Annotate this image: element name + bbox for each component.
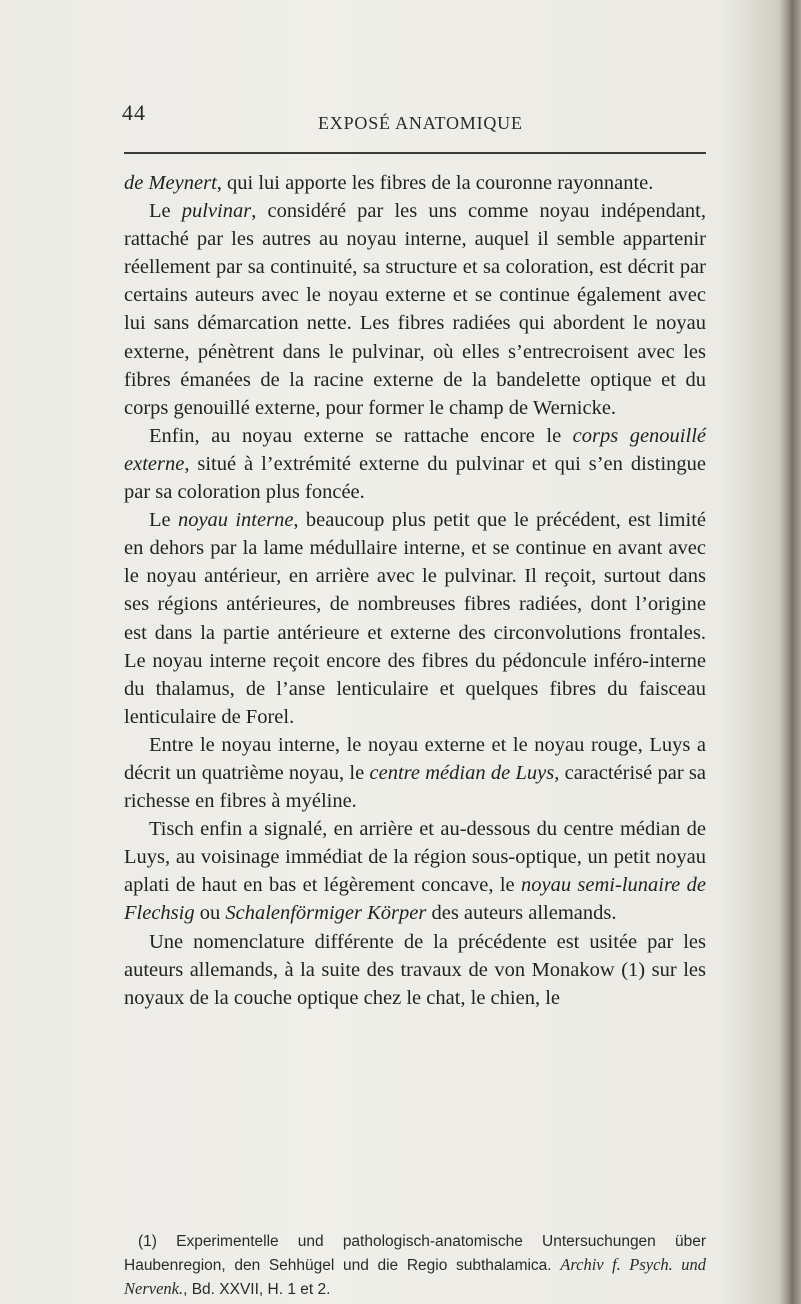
text-run: Le (149, 200, 182, 223)
text-run: , caractérisé par sa richesse en fibres à myéline. (124, 761, 707, 813)
text-run: Enfin, au noyau externe se rattache encore le (149, 424, 573, 447)
footnote-1 (124, 1230, 706, 1301)
text-run: , considéré par les uns comme noyau indépendant, rattaché par les autres au noyau interne, auquel il semble appartenir réellement par sa continuité, sa structure et sa coloration, est décrit par certains auteurs avec le noyau externe et se continue également avec lui sans démarcation nette. Les fibres radiées qui abordent le noyau externe, pénètrent dans le pulvinar, où elles s’entrecroisent avec les fibres émanées de la racine externe de la bandelette optique et du corps genouillé externe, pour former le champ de Wernicke. (124, 200, 706, 419)
body-text (124, 169, 706, 1012)
paragraph-3 (124, 422, 706, 506)
italic-text: Archiv f. Psych. und Nervenk. (124, 1255, 706, 1298)
text-run: Le (149, 509, 178, 532)
italic-text: centre médian de Luys (369, 761, 555, 784)
paragraph-7 (124, 928, 706, 1012)
paragraph-2 (124, 197, 706, 422)
italic-text: corps genouillé externe (124, 424, 706, 475)
italic-text: de Meynert (124, 172, 217, 194)
text-run: Une nomenclature différente de la précédente est usitée par les auteurs allemands, à la suite des travaux de von Monakow (1) sur les noyaux de la couche optique chez le chat, le chien, le (124, 930, 706, 1009)
text-run: des auteurs allemands. (426, 902, 617, 925)
footnote (124, 1230, 706, 1301)
text-run: (1) Experimentelle und pathologisch-anatomische Untersuchungen über Haubenregion, den Sehhügel und die Regio subthalamica. (124, 1233, 706, 1274)
italic-text: Schalenförmiger Körper (225, 902, 427, 925)
paragraph-4 (124, 506, 706, 731)
paragraph-5 (124, 731, 706, 815)
italic-text: pulvinar (181, 200, 252, 223)
italic-text: noyau semi-lunaire de Flechsig (124, 874, 706, 925)
header-rule (124, 152, 706, 154)
text-run: Entre le noyau interne, le noyau externe et le noyau rouge, Luys a décrit un quatrième noyau, le (124, 733, 706, 784)
page-number: 44 (122, 100, 146, 125)
paragraph-6 (124, 815, 706, 927)
paragraph-1 (124, 169, 706, 197)
text-run: , beaucoup plus petit que le précédent, est limité en dehors par la lame médullaire interne, et se continue en avant avec le noyau antérieur, en arrière avec le pulvinar. Il reçoit, surtout dans ses régions antérieures, de nombreuses fibres radiées, dont l’origine est dans la partie antérieure et externe des circonvolutions frontales. Le noyau interne reçoit encore des fibres du pédoncule inféro-interne du thalamus, de l’anse lenticulaire et quelques fibres du faisceau lenticulaire de Forel. (124, 509, 706, 728)
text-run: , qui lui apporte les fibres de la couronne rayonnante. (216, 172, 654, 194)
running-head: EXPOSÉ ANATOMIQUE (318, 113, 523, 133)
text-run: ou (194, 902, 226, 925)
text-run: , Bd. XXVII, H. 1 et 2. (183, 1281, 331, 1298)
book-spine-shadow (779, 0, 801, 1304)
text-run: , situé à l’extrémité externe du pulvinar et qui s’en distingue par sa coloration plus foncée. (124, 452, 706, 504)
italic-text: noyau interne (177, 509, 294, 532)
text-run: Tisch enfin a signalé, en arrière et au-dessous du centre médian de Luys, au voisinage immédiat de la région sous-optique, un petit noyau aplati de haut en bas et légèrement concave, le (124, 818, 706, 897)
